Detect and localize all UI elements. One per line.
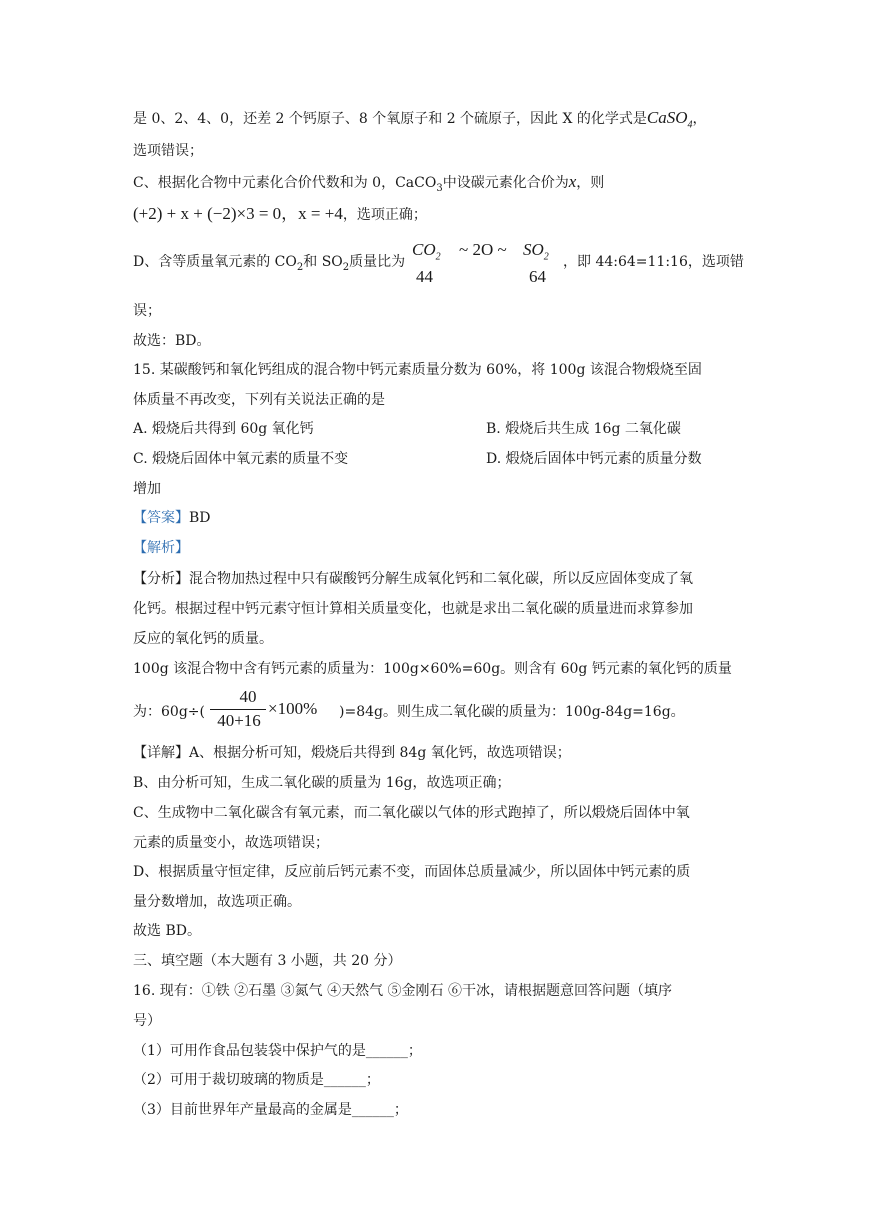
equation-line: (+2) + x + (−2)×3 = 0，x = +4，选项正确；: [133, 204, 427, 223]
option-d: D. 煅烧后固体中钙元素的质量分数: [486, 451, 702, 467]
formula-caso4: CaSO$_4$: [646, 108, 693, 131]
text-line: 选项错误；: [133, 143, 203, 159]
analysis-text: 反应的氧化钙的质量。: [133, 631, 273, 647]
analysis-text: 【分析】混合物加热过程中只有碳酸钙分解生成氧化钙和二氧化碳，所以反应固体变成了氧: [133, 571, 693, 587]
text-line: ，即 44:64=11:16，选项错: [563, 254, 744, 270]
fraction-numerator: 40: [239, 687, 257, 706]
option-c: C. 煅烧后固体中氧元素的质量不变: [133, 451, 349, 467]
detail-text: 【详解】A、根据分析可知，煅烧后共得到 84g 氧化钙，故选项错误；: [133, 745, 571, 761]
answer-value: BD: [189, 510, 211, 526]
answer-tag: 【答案】: [133, 510, 189, 526]
valence-equation: (+2) + x + (−2)×3 = 0，x = +4: [133, 204, 343, 223]
percent-factor: ×100%: [268, 699, 318, 718]
sub-question: （1）可用作食品包装袋中保护气的是______；: [133, 1043, 422, 1059]
detail-text: 故选 BD。: [133, 923, 201, 939]
sub-question: （3）目前世界年产量最高的金属是______；: [133, 1102, 408, 1118]
text-line: C、根据化合物中元素化合价代数和为 0，CaCO$_3$中设碳元素化合价为x，则: [133, 172, 605, 194]
calc-text: )=84g。则生成二氧化碳的质量为：100g-84g=16g。: [339, 704, 685, 720]
detail-text: C、生成物中二氧化碳含有氧元素，而二氧化碳以气体的形式跑掉了，所以煅烧后固体中氧: [133, 805, 690, 821]
mass-44: 44: [416, 267, 433, 286]
question-15: 15. 某碳酸钙和氧化钙组成的混合物中钙元素质量分数为 60%，将 100g 该混合物煅烧至固: [133, 362, 702, 378]
text-line: D、含等质量氧元素的 $CO_2$和 $SO_2$质量比为: [133, 254, 406, 273]
text-line: 误；: [133, 303, 161, 319]
detail-text: 量分数增加，故选项正确。: [133, 894, 301, 910]
question-16: 16. 现有：①铁 ②石墨 ③氮气 ④天然气 ⑤金刚石 ⑥干冰，请根据题意回答问题（填序: [133, 983, 672, 999]
calc-text: 100g 该混合物中含有钙元素的质量为：100g×60%=60g。则含有 60g 钙元素的氧化钙的质量: [133, 661, 732, 677]
mass-64: 64: [529, 267, 546, 286]
detail-text: 元素的质量变小，故选项错误；: [133, 835, 329, 851]
section-heading: 三、填空题（本大题有 3 小题，共 20 分）: [133, 953, 402, 969]
analysis-text: 化钙。根据过程中钙元素守恒计算相关质量变化，也就是求出二氧化碳的质量进而求算参加: [133, 601, 693, 617]
detail-text: B、由分析可知，生成二氧化碳的质量为 16g，故选项正确；: [133, 775, 511, 791]
formula-co2: $CO_2$: [412, 240, 441, 263]
formula-so2: $SO_2$: [523, 240, 549, 263]
detail-text: D、根据质量守恒定律，反应前后钙元素不变，而固体总质量减少，所以固体中钙元素的质: [133, 864, 691, 880]
option-a: A. 煅烧后共得到 60g 氧化钙: [133, 421, 314, 437]
text-line: 故选：BD。: [133, 333, 211, 349]
fraction-denominator: 40+16: [217, 711, 261, 730]
calc-text: 为：60g÷(: [133, 704, 205, 720]
fraction-bar: [210, 709, 266, 710]
option-d-cont: 增加: [133, 481, 161, 497]
formula-2o: ~ 2O ~: [459, 240, 507, 259]
sub-question: （2）可用于裁切玻璃的物质是______；: [133, 1072, 380, 1088]
answer-line: [133, 508, 211, 528]
analysis-tag: 【解析】: [133, 540, 189, 556]
question-15: 体质量不再改变，下列有关说法正确的是: [133, 392, 385, 408]
option-b: B. 煅烧后共生成 16g 二氧化碳: [486, 421, 681, 437]
question-16: 号）: [133, 1013, 161, 1029]
text-line: 是 0、2、4、0，还差 2 个钙原子、8 个氧原子和 2 个硫原子，因此 X 的化学式是CaSO$_4$，: [133, 108, 707, 131]
